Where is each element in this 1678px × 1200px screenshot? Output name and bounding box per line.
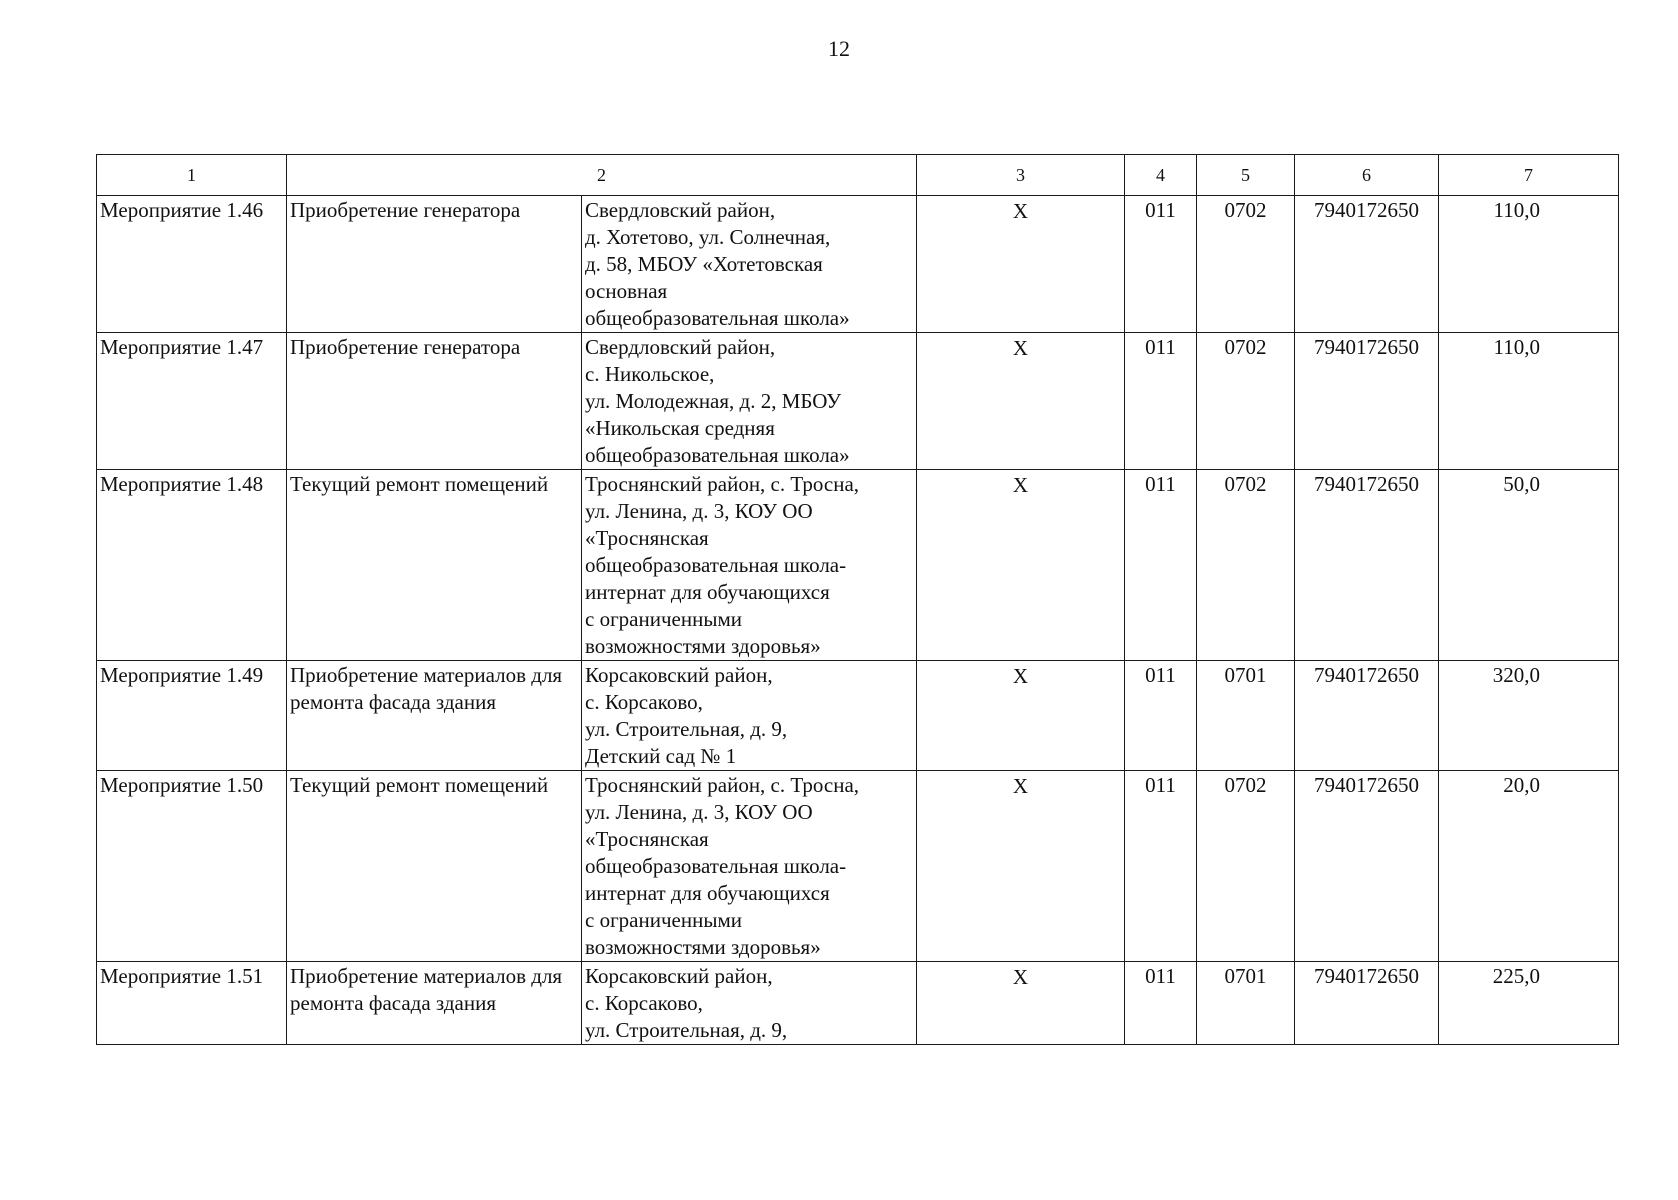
location-line: общеобразовательная школа»: [585, 306, 850, 330]
code4-cell: 011: [1125, 470, 1197, 661]
description-cell: Текущий ремонт помещений: [287, 771, 582, 962]
mark-cell: Х: [917, 470, 1125, 661]
location-line: интернат для обучающихся: [585, 580, 830, 604]
table-body: [97, 155, 1619, 1045]
location-line: «Никольская средняя: [585, 416, 775, 440]
location-cell: [582, 196, 917, 333]
location-line: Корсаковский район,: [585, 964, 773, 988]
amount-cell: 20,0: [1439, 771, 1619, 962]
location-line: д. 58, МБОУ «Хотетовская: [585, 252, 823, 276]
location-cell: [582, 470, 917, 661]
code4-cell: 011: [1125, 962, 1197, 1045]
description-cell: Текущий ремонт помещений: [287, 470, 582, 661]
mark-cell: Х: [917, 196, 1125, 333]
event-cell: Мероприятие 1.50: [97, 771, 287, 962]
header-cell-2: 2: [287, 155, 917, 196]
code6-cell: 7940172650: [1295, 470, 1439, 661]
header-cell-1: 1: [97, 155, 287, 196]
location-line: ул. Строительная, д. 9,: [585, 717, 788, 741]
amount-cell: 320,0: [1439, 661, 1619, 771]
location-line: Свердловский район,: [585, 335, 776, 359]
code5-cell: 0702: [1197, 333, 1295, 470]
code6-cell: 7940172650: [1295, 333, 1439, 470]
mark-cell: Х: [917, 661, 1125, 771]
location-line: ул. Строительная, д. 9,: [585, 1018, 788, 1042]
header-cell-5: 5: [1197, 155, 1295, 196]
location-line: д. Хотетово, ул. Солнечная,: [585, 225, 831, 249]
mark-cell: Х: [917, 333, 1125, 470]
header-cell-4: 4: [1125, 155, 1197, 196]
header-cell-6: 6: [1295, 155, 1439, 196]
code6-cell: 7940172650: [1295, 962, 1439, 1045]
description-cell: Приобретение материалов для ремонта фасада здания: [287, 962, 582, 1045]
event-cell: Мероприятие 1.49: [97, 661, 287, 771]
table-row: [97, 661, 1619, 771]
code5-cell: 0702: [1197, 771, 1295, 962]
code4-cell: 011: [1125, 196, 1197, 333]
table-row: [97, 333, 1619, 470]
code5-cell: 0701: [1197, 661, 1295, 771]
event-cell: Мероприятие 1.51: [97, 962, 287, 1045]
location-line: Детский сад № 1: [585, 744, 737, 768]
code5-cell: 0701: [1197, 962, 1295, 1045]
location-line: интернат для обучающихся: [585, 881, 830, 905]
amount-cell: 50,0: [1439, 470, 1619, 661]
code6-cell: 7940172650: [1295, 771, 1439, 962]
event-cell: Мероприятие 1.48: [97, 470, 287, 661]
location-line: с ограниченными: [585, 908, 742, 932]
location-line: общеобразовательная школа»: [585, 443, 850, 467]
table-row: [97, 470, 1619, 661]
location-line: с. Корсаково,: [585, 991, 703, 1015]
location-line: Троснянский район, с. Тросна,: [585, 472, 860, 496]
table-row: [97, 771, 1619, 962]
event-cell: Мероприятие 1.46: [97, 196, 287, 333]
location-cell: [582, 771, 917, 962]
description-cell: Приобретение генератора: [287, 333, 582, 470]
location-line: с. Никольское,: [585, 362, 715, 386]
code5-cell: 0702: [1197, 470, 1295, 661]
code4-cell: 011: [1125, 333, 1197, 470]
location-line: Корсаковский район,: [585, 663, 773, 687]
location-line: с ограниченными: [585, 607, 742, 631]
mark-cell: Х: [917, 771, 1125, 962]
code5-cell: 0702: [1197, 196, 1295, 333]
code4-cell: 011: [1125, 661, 1197, 771]
location-line: общеобразовательная школа-: [585, 553, 847, 577]
location-line: основная: [585, 279, 668, 303]
code6-cell: 7940172650: [1295, 196, 1439, 333]
code6-cell: 7940172650: [1295, 661, 1439, 771]
location-line: ул. Ленина, д. 3, КОУ ОО: [585, 800, 813, 824]
amount-cell: 225,0: [1439, 962, 1619, 1045]
header-row: [97, 155, 1619, 196]
mark-cell: Х: [917, 962, 1125, 1045]
location-line: возможностями здоровья»: [585, 634, 821, 658]
location-cell: [582, 333, 917, 470]
header-cell-7: 7: [1439, 155, 1619, 196]
location-cell: [582, 962, 917, 1045]
location-line: ул. Ленина, д. 3, КОУ ОО: [585, 499, 813, 523]
table-row: [97, 962, 1619, 1045]
location-line: «Троснянская: [585, 526, 709, 550]
location-line: Троснянский район, с. Тросна,: [585, 773, 860, 797]
location-line: Свердловский район,: [585, 198, 776, 222]
location-line: с. Корсаково,: [585, 690, 703, 714]
table-row: [97, 196, 1619, 333]
location-line: общеобразовательная школа-: [585, 854, 847, 878]
event-cell: Мероприятие 1.47: [97, 333, 287, 470]
page-number: 12: [828, 36, 850, 61]
location-line: ул. Молодежная, д. 2, МБОУ: [585, 389, 842, 413]
code4-cell: 011: [1125, 771, 1197, 962]
location-line: возможностями здоровья»: [585, 935, 821, 959]
description-cell: Приобретение материалов для ремонта фасада здания: [287, 661, 582, 771]
budget-table: [96, 154, 1619, 1045]
location-line: «Троснянская: [585, 827, 709, 851]
amount-cell: 110,0: [1439, 333, 1619, 470]
description-cell: Приобретение генератора: [287, 196, 582, 333]
amount-cell: 110,0: [1439, 196, 1619, 333]
location-cell: [582, 661, 917, 771]
header-cell-3: 3: [917, 155, 1125, 196]
